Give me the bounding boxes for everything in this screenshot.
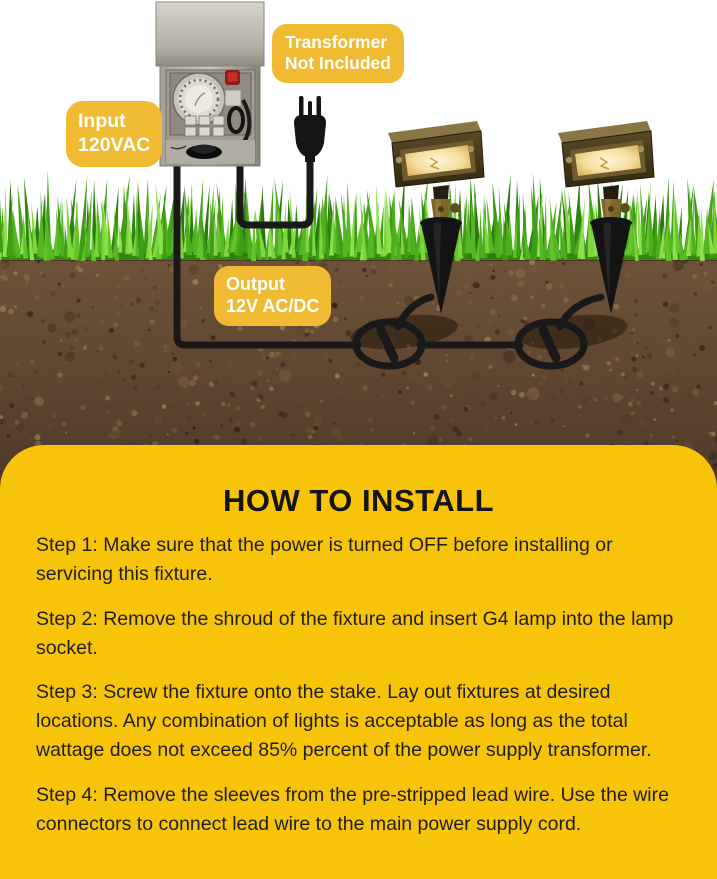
- how-to-install-panel: [0, 445, 717, 879]
- transformer-illustration: [156, 2, 264, 166]
- install-step-2: Step 2: Remove the shroud of the fixture and insert G4 lamp into the lamp socket.: [36, 607, 674, 659]
- label-line: Not Included: [285, 53, 391, 74]
- power-plug-icon: [294, 96, 326, 162]
- transformer-not-included-label: [272, 24, 404, 83]
- label-line: 12V AC/DC: [226, 295, 320, 316]
- label-line: Input: [78, 110, 126, 132]
- panel-title: HOW TO INSTALL: [222, 483, 495, 518]
- label-line: Output: [226, 274, 285, 294]
- label-line: Transformer: [285, 32, 388, 52]
- input-voltage-label: [66, 101, 162, 167]
- output-voltage-label: [214, 266, 331, 326]
- install-step-4: Step 4: Remove the sleeves from the pre-stripped lead wire. Use the wire connectors to connect lead wire to the main power supply cord.: [36, 784, 669, 835]
- install-step-3: Step 3: Screw the fixture onto the stake. Lay out fixtures at desired locations. Any combination of lights is acceptable as long as the total wattage does not exceed 85% percent of the power supply transformer.: [36, 681, 652, 762]
- label-line: 120VAC: [78, 133, 151, 156]
- install-step-1: Step 1: Make sure that the power is turned OFF before installing or servicing this fixture.: [36, 534, 613, 585]
